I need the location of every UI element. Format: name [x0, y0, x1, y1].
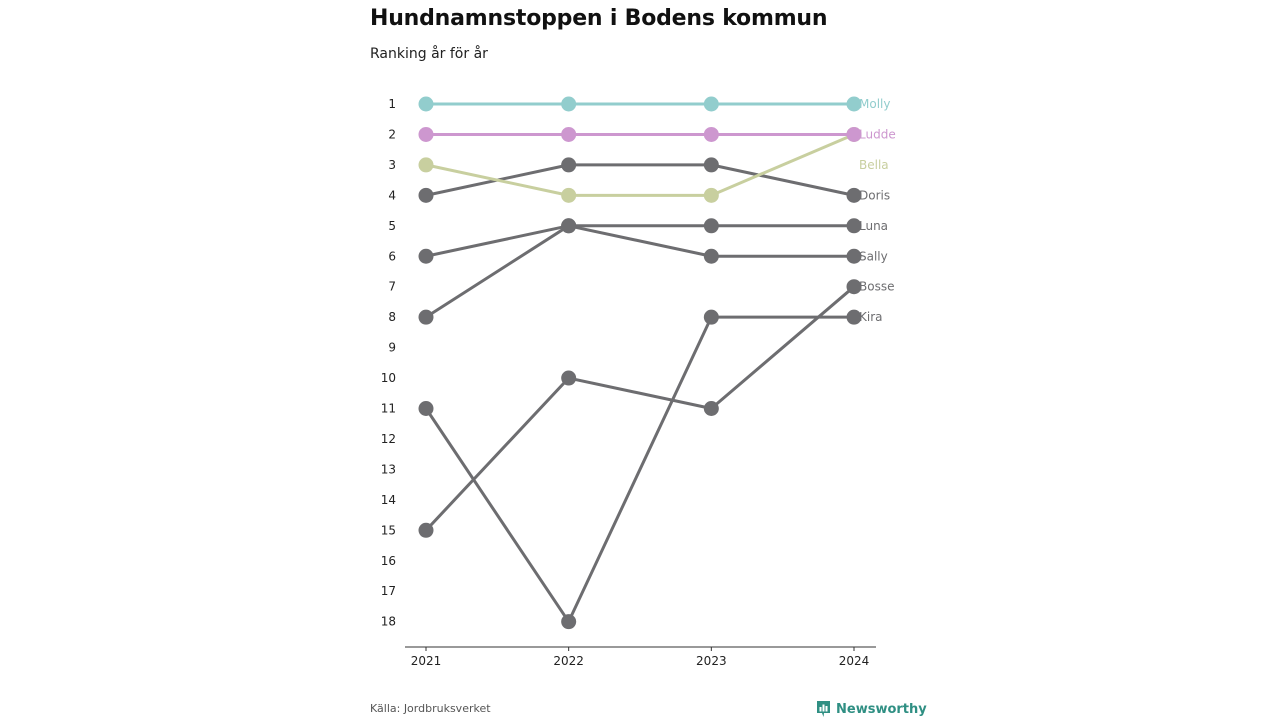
source-note: Källa: Jordbruksverket — [370, 702, 491, 715]
brand-name: Newsworthy — [836, 701, 927, 717]
point-luna-2023 — [704, 218, 719, 233]
x-tick-label: 2022 — [553, 654, 584, 668]
chart-title: Hundnamnstoppen i Bodens kommun — [370, 6, 828, 31]
series-label-molly: Molly — [859, 97, 891, 111]
series-end-labels — [859, 97, 896, 324]
point-bosse-2023 — [704, 401, 719, 416]
point-ludde-2023 — [704, 127, 719, 142]
series-lines — [426, 104, 854, 622]
y-tick-label: 1 — [388, 97, 396, 111]
x-tick-label: 2023 — [696, 654, 727, 668]
series-label-ludde: Ludde — [859, 127, 896, 142]
y-tick-label: 16 — [380, 553, 396, 568]
point-molly-2023 — [704, 97, 719, 112]
point-molly-2021 — [419, 97, 434, 112]
y-tick-label: 4 — [388, 188, 396, 203]
y-tick-label: 8 — [388, 310, 396, 325]
point-kira-2021 — [419, 401, 434, 416]
x-tick-label: 2021 — [410, 654, 442, 668]
point-sally-2023 — [704, 249, 719, 264]
y-tick-label: 9 — [388, 340, 396, 355]
point-luna-2021 — [419, 249, 434, 264]
y-tick-label: 14 — [380, 492, 396, 507]
y-tick-label: 2 — [388, 127, 396, 142]
point-bosse-2022 — [561, 371, 576, 386]
y-tick-label: 3 — [388, 157, 396, 172]
series-label-kira: Kira — [859, 310, 883, 325]
series-label-bella: Bella — [859, 157, 889, 172]
point-bella-2023 — [704, 188, 719, 203]
bump-chart — [370, 0, 910, 690]
point-luna-2022 — [561, 218, 576, 233]
y-tick-label: 10 — [380, 371, 396, 386]
series-label-doris: Doris — [859, 188, 891, 203]
y-tick-label: 15 — [380, 523, 396, 538]
point-molly-2022 — [561, 97, 576, 112]
point-sally-2021 — [419, 310, 434, 325]
series-label-bosse: Bosse — [859, 279, 895, 294]
y-tick-label: 11 — [380, 401, 396, 416]
series-line-bosse — [426, 287, 854, 531]
y-tick-label: 18 — [380, 614, 396, 629]
y-tick-label: 6 — [388, 249, 396, 264]
chart-card — [370, 0, 927, 720]
bar-chart-icon — [816, 700, 831, 718]
series-label-luna: Luna — [859, 218, 889, 233]
brand-logo[interactable] — [816, 700, 927, 718]
series-line-kira — [426, 317, 854, 622]
point-doris-2021 — [419, 188, 434, 203]
y-tick-label: 5 — [388, 218, 396, 233]
y-tick-label: 12 — [380, 431, 396, 446]
series-label-sally: Sally — [859, 249, 888, 264]
point-ludde-2021 — [419, 127, 434, 142]
y-tick-label: 7 — [388, 279, 396, 294]
x-axis — [405, 647, 876, 668]
point-bosse-2021 — [419, 523, 434, 538]
chart-subtitle: Ranking år för år — [370, 46, 488, 62]
point-ludde-2022 — [561, 127, 576, 142]
point-kira-2022 — [561, 614, 576, 629]
series-line-sally — [426, 226, 854, 317]
point-bella-2022 — [561, 188, 576, 203]
y-axis-labels — [381, 97, 396, 629]
y-tick-label: 13 — [380, 462, 396, 477]
point-kira-2023 — [704, 310, 719, 325]
y-tick-label: 17 — [380, 584, 396, 599]
x-tick-label: 2024 — [838, 654, 870, 668]
point-doris-2022 — [561, 157, 576, 172]
point-bella-2021 — [419, 157, 434, 172]
point-doris-2023 — [704, 157, 719, 172]
